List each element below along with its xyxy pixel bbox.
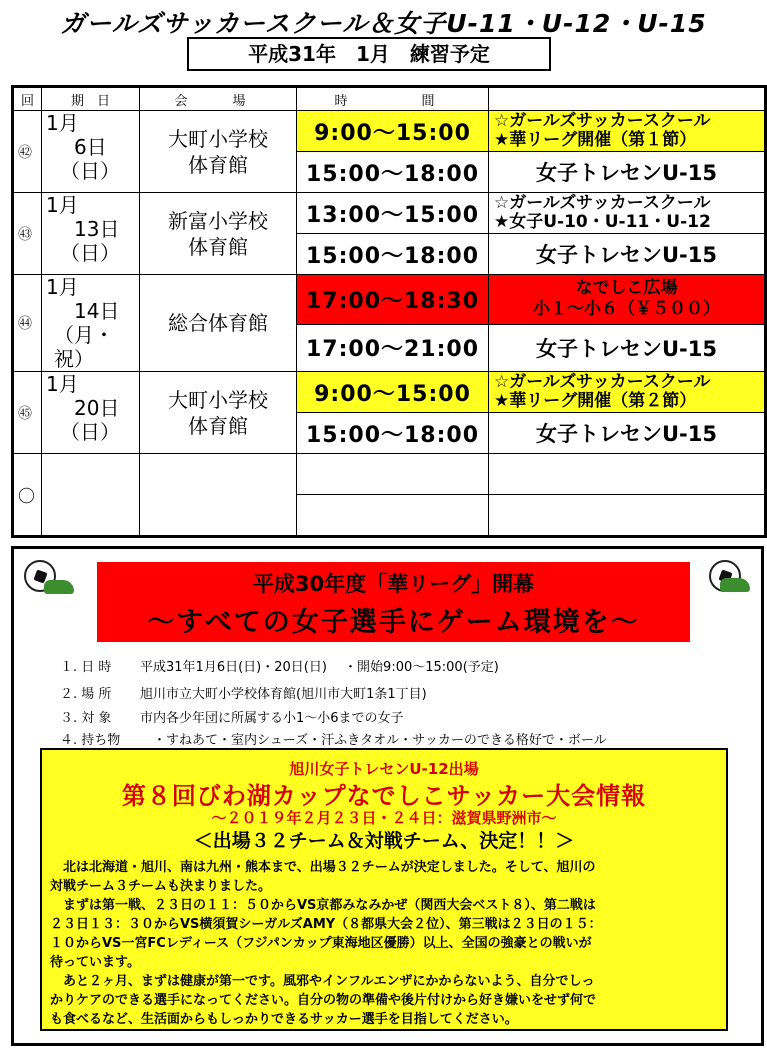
info-line: ４. 持ち物 ・すねあて・室内シューズ・汗ふきタオル・サッカーのできる格好で・ボール: [60, 733, 607, 748]
schedule-subtitle: 平成31年 1月 練習予定: [187, 37, 551, 71]
session-time: 9:00～15:00: [297, 111, 489, 152]
session-event: ☆ガールズサッカースクール ★女子U-10・U-11・U-12: [489, 193, 766, 234]
session-event: 女子トレセンU-15: [489, 324, 766, 371]
session-time: 17:00～18:30: [297, 275, 489, 325]
notice-kicker: 旭川女子トレセンU-12出場: [289, 760, 479, 778]
table-row: [13, 275, 766, 325]
notice-dates: ～２０１９年２月２３日・２４日：滋賀県野洲市～: [211, 809, 557, 827]
league-banner: [97, 562, 690, 642]
table-row-empty: [13, 454, 766, 495]
banner-title: 平成30年度「華リーグ」開幕: [252, 572, 535, 596]
session-event: 女子トレセンU-15: [489, 413, 766, 454]
session-date: 1月 6日 （日）: [42, 111, 140, 193]
info-line: １. 日 時 平成31年1月6日(日)・20日(日) ・開始9:00～15:00(予定): [60, 660, 499, 675]
session-date: 1月 13日 （日）: [42, 193, 140, 275]
session-number: ㊷: [13, 111, 42, 193]
session-time: 15:00～18:00: [297, 234, 489, 275]
session-number: ㊸: [13, 193, 42, 275]
banner-slogan: ～すべての女子選手にゲーム環境を～: [147, 607, 640, 638]
session-venue: 総合体育館: [140, 275, 297, 372]
session-time: 9:00～15:00: [297, 372, 489, 413]
session-event: 女子トレセンU-15: [489, 152, 766, 193]
notice-body: 北は北海道・旭川、南は九州・熊本まで、出場３２チームが決定しました。そして、旭川の 対戦チーム３チームも決まりました。 まずは第一戦、２３日の１１：５０からVS京都みなみかぜ（関西大会ベスト８）、第二戦は ２３日１３：３０からVS横須賀シーガルズAMY（８都県大会２位）、第三戦は２３日の１５： １０からVS一宮FCレディース（フジパンカップ東海地区優勝）以上、全国の強豪との戦いが 待っています。 あと２ヶ月、まずは健康が第一です。風邪やインフルエンザにかからないよう、自分でしっ かりケアのできる選手になってください。自分の物の準備や後片付けから好き嫌いをせず何で も食べるなど、生活面からもしっかりできるサッカー選手を目指してください。: [50, 860, 602, 1027]
header-no: 回: [13, 87, 42, 111]
session-number: ㊺: [13, 372, 42, 454]
table-header-row: [13, 87, 766, 111]
session-time: 13:00～15:00: [297, 193, 489, 234]
session-number: 〇: [13, 454, 42, 537]
session-venue: 大町小学校 体育館: [140, 372, 297, 454]
page-title: ガールズサッカースクール＆女子U-11・U-12・U-15: [60, 9, 707, 38]
info-line: ３. 対 象 市内各少年団に所属する小1～小6までの女子: [60, 711, 404, 726]
info-line: ２. 場 所 旭川市立大町小学校体育館(旭川市大町1条1丁目): [60, 687, 427, 702]
header-date: 期 日: [42, 87, 140, 111]
table-row: [13, 111, 766, 152]
header-event: [489, 87, 766, 111]
session-event: ☆ガールズサッカースクール ★華リーグ開催（第２節）: [489, 372, 766, 413]
notice-headline: 第８回びわ湖カップなでしこサッカー大会情報: [121, 782, 647, 810]
session-event: 女子トレセンU-15: [489, 234, 766, 275]
session-event: なでしこ広場 小１～小６（￥５００）: [489, 275, 766, 325]
session-time: 15:00～18:00: [297, 152, 489, 193]
session-time: 17:00～21:00: [297, 324, 489, 371]
cleat-icon: [720, 578, 750, 592]
header-venue: 会 場: [140, 87, 297, 111]
session-number: ㊹: [13, 275, 42, 372]
cleat-icon: [44, 580, 74, 594]
tournament-notice: [40, 748, 728, 1031]
schedule-table: [11, 85, 767, 538]
table-row: [13, 193, 766, 234]
table-row: [13, 372, 766, 413]
session-date: 1月 20日 （日）: [42, 372, 140, 454]
notice-subhead: ＜出場３２チーム＆対戦チーム、決定！！＞: [193, 830, 575, 852]
header-time: 時 間: [297, 87, 489, 111]
session-venue: 大町小学校 体育館: [140, 111, 297, 193]
session-venue: 新富小学校 体育館: [140, 193, 297, 275]
session-time: 15:00～18:00: [297, 413, 489, 454]
session-event: ☆ガールズサッカースクール ★華リーグ開催（第１節）: [489, 111, 766, 152]
session-date: 1月 14日 （月・祝）: [42, 275, 140, 372]
